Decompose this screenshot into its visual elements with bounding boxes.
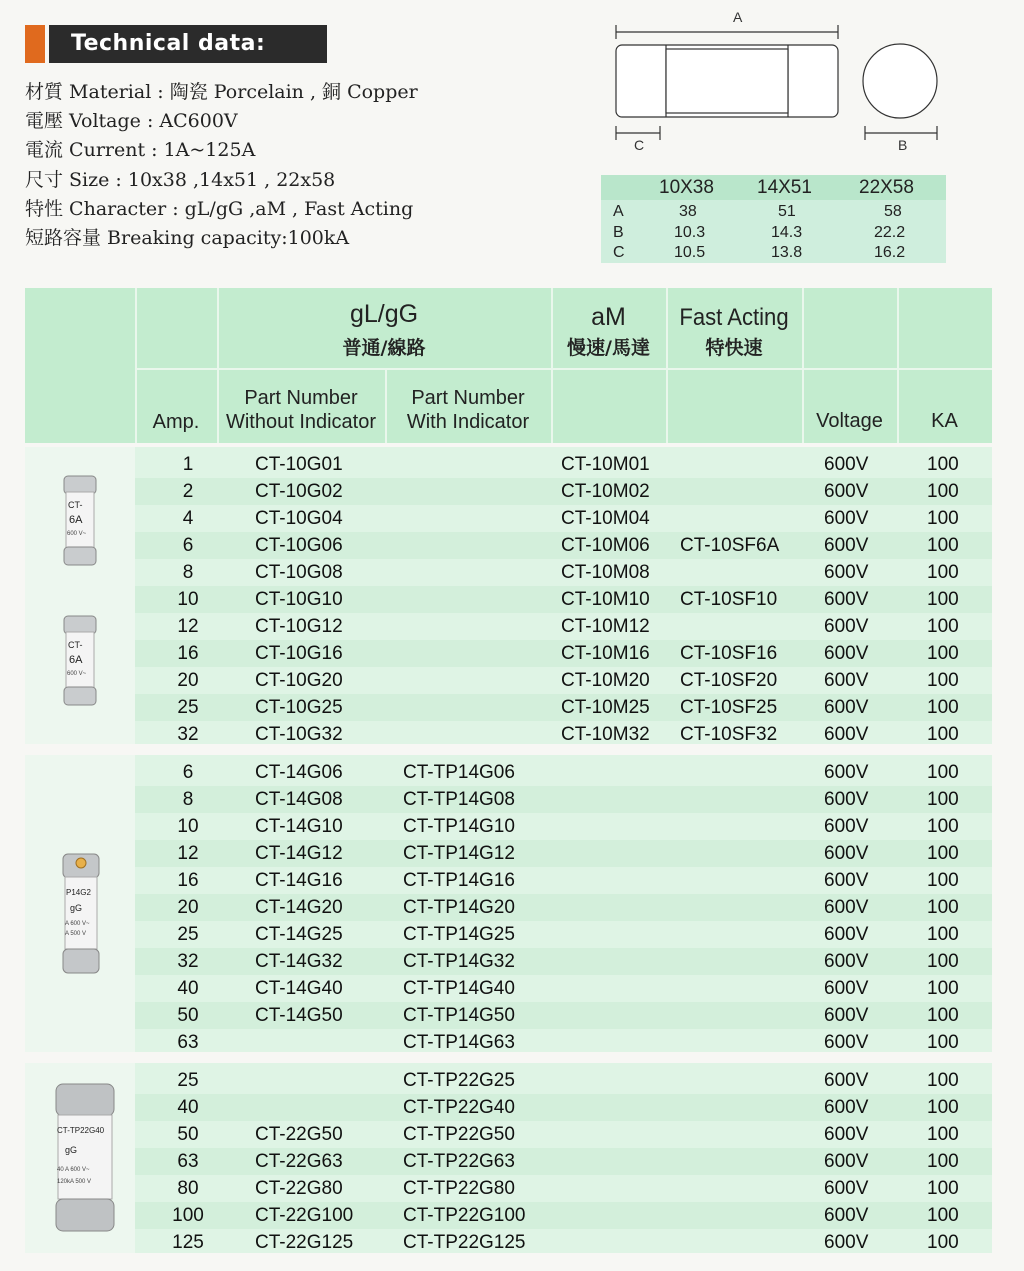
amp-cell: 20 [177,670,199,691]
page-title: Technical data: [49,25,327,63]
voltage-cell: 600V [824,870,869,891]
table-row [135,640,992,667]
part-number-without-indicator: CT-10G02 [255,481,343,502]
ka-cell: 100 [927,535,959,556]
ka-cell: 100 [927,481,959,502]
part-number-with-indicator: CT-TP14G08 [403,789,515,810]
table-row [135,586,992,613]
part-number-with-indicator: CT-TP22G63 [403,1151,515,1172]
ka-cell: 100 [927,643,959,664]
table-row [135,948,992,975]
amp-cell: 1 [182,454,194,475]
amp-cell: 12 [177,616,199,637]
amp-cell: 8 [182,562,194,583]
part-number-without-indicator: CT-10G12 [255,616,343,637]
table-row [135,559,992,586]
pn-with-line1: Part Number [411,387,525,409]
spec-voltage: 電壓 Voltage : AC600V [25,110,238,133]
amp-cell: 2 [182,481,194,502]
am-part-number: CT-10M02 [561,481,650,502]
fuse-dimension-diagram [600,5,960,155]
table-row [135,894,992,921]
part-number-without-indicator: CT-14G12 [255,843,343,864]
am-part-number: CT-10M20 [561,670,650,691]
voltage-cell: 600V [824,1124,869,1145]
amp-cell: 125 [172,1232,204,1253]
part-number-with-indicator: CT-TP14G16 [403,870,515,891]
amp-cell: 40 [177,978,199,999]
am-title: aM [591,303,626,331]
ka-cell: 100 [927,724,959,745]
fast-acting-title: Fast Acting [679,304,789,331]
amp-cell: 50 [177,1124,199,1145]
part-number-without-indicator: CT-14G06 [255,762,343,783]
part-number-without-indicator: CT-10G20 [255,670,343,691]
ka-cell: 100 [927,616,959,637]
amp-cell: 100 [172,1205,204,1226]
amp-cell: 80 [177,1178,199,1199]
ka-cell: 100 [927,789,959,810]
fuse-part-table [25,288,992,1253]
ka-cell: 100 [927,1124,959,1145]
fuse-label-text: 6A [69,654,83,666]
am-part-number: CT-10M06 [561,535,650,556]
table-row [135,813,992,840]
dim-label-a: A [733,9,743,25]
am-part-number: CT-10M12 [561,616,650,637]
fuse-22x58-image [55,1083,115,1233]
fuse-label-text: gG [70,903,83,913]
fuse-10x38-image [63,475,97,567]
voltage-cell: 600V [824,1070,869,1091]
dim-header-22x58: 22X58 [859,177,914,198]
part-number-with-indicator: CT-TP22G25 [403,1070,515,1091]
ka-cell: 100 [927,1205,959,1226]
fuse-label-text: 600 V~ [67,531,87,537]
dim-label-c: C [634,137,645,153]
table-row [135,613,992,640]
ka-cell: 100 [927,951,959,972]
header-divider [135,368,992,370]
fast-acting-part-number: CT-10SF16 [680,643,778,664]
fast-acting-part-number: CT-10SF32 [680,724,778,745]
spec-current: 電流 Current : 1A~125A [25,139,256,162]
fuse-label-text: CT- [68,500,83,510]
part-number-without-indicator: CT-10G25 [255,697,343,718]
amp-cell: 8 [182,789,194,810]
fuse-photo-22x58 [25,1063,135,1253]
dim-value: 58 [884,203,902,220]
am-part-number: CT-10M16 [561,643,650,664]
dim-value: 14.3 [771,224,803,241]
fuse-label-text: gG [65,1145,78,1155]
amp-cell: 63 [177,1151,199,1172]
amp-cell: 63 [177,1032,199,1053]
ka-cell: 100 [927,562,959,583]
amp-cell: 40 [177,1097,199,1118]
dim-row-label: B [613,224,624,241]
ka-cell: 100 [927,978,959,999]
voltage-cell: 600V [824,951,869,972]
table-row [135,478,992,505]
voltage-cell: 600V [824,454,869,475]
dim-value: 51 [778,203,796,220]
voltage-cell: 600V [824,762,869,783]
spec-size: 尺寸 Size : 10x38 ,14x51 , 22x58 [25,168,336,191]
part-number-without-indicator: CT-14G40 [255,978,343,999]
amp-cell: 50 [177,1005,199,1026]
voltage-cell: 600V [824,589,869,610]
table-row [135,840,992,867]
voltage-cell: 600V [824,897,869,918]
title-accent [25,25,45,63]
table-row [135,532,992,559]
part-number-without-indicator: CT-14G08 [255,789,343,810]
fuse-photo-14x51 [25,755,135,1052]
amp-cell: 16 [177,643,199,664]
ka-cell: 100 [927,1151,959,1172]
part-number-with-indicator: CT-TP14G12 [403,843,515,864]
amp-header: Amp. [152,411,200,433]
fuse-label-text: CT- [68,640,83,650]
am-part-number: CT-10M08 [561,562,650,583]
table-row [135,1067,992,1094]
part-number-without-indicator: CT-22G80 [255,1178,343,1199]
part-number-with-indicator: CT-TP22G50 [403,1124,515,1145]
voltage-cell: 600V [824,724,869,745]
ka-cell: 100 [927,924,959,945]
section-22x58 [25,1063,992,1253]
dim-value: 13.8 [771,244,803,261]
voltage-cell: 600V [824,643,869,664]
am-part-number: CT-10M10 [561,589,650,610]
table-header [25,288,992,443]
fuse-label-text: A 600 V~ [65,921,90,927]
part-number-without-indicator: CT-22G100 [255,1205,354,1226]
part-number-without-indicator: CT-10G32 [255,724,343,745]
amp-cell: 16 [177,870,199,891]
part-number-with-indicator: CT-TP22G100 [403,1205,526,1226]
amp-cell: 10 [177,589,199,610]
fuse-label-text: A 500 V [65,931,87,937]
part-number-with-indicator: CT-TP14G32 [403,951,515,972]
voltage-cell: 600V [824,508,869,529]
dim-value: 16.2 [874,244,906,261]
table-row [135,1094,992,1121]
fuse-label-text: 40 A 600 V~ [57,1167,90,1173]
amp-cell: 6 [182,762,194,783]
voltage-cell: 600V [824,816,869,837]
voltage-cell: 600V [824,1005,869,1026]
section-10x38 [25,447,992,744]
amp-cell: 25 [177,1070,199,1091]
part-number-without-indicator: CT-22G63 [255,1151,343,1172]
pn-without-line1: Part Number [244,387,358,409]
part-number-without-indicator: CT-10G16 [255,643,343,664]
ka-cell: 100 [927,816,959,837]
dim-row-label: A [613,203,624,220]
am-subtitle: 慢速/馬達 [567,337,650,359]
ka-cell: 100 [927,1097,959,1118]
fuse-label-text: 600 V~ [67,671,87,677]
amp-cell: 20 [177,897,199,918]
fuse-label-text: 6A [69,514,83,526]
fuse-label-text: CT-TP22G40 [57,1126,105,1135]
voltage-cell: 600V [824,789,869,810]
table-row [135,1229,992,1256]
dimension-table [601,175,946,263]
table-row [135,786,992,813]
ka-cell: 100 [927,454,959,475]
dim-value: 22.2 [874,224,906,241]
table-row [135,921,992,948]
ka-cell: 100 [927,897,959,918]
gl-gg-title: gL/gG [349,300,419,328]
amp-cell: 25 [177,924,199,945]
fast-acting-part-number: CT-10SF10 [680,589,778,610]
fuse-14x51-image [62,853,100,975]
fast-acting-part-number: CT-10SF6A [680,535,780,556]
spec-breaking-capacity: 短路容量 Breaking capacity:100kA [25,226,350,249]
fuse-label-text: P14G2 [66,888,91,897]
voltage-cell: 600V [824,562,869,583]
voltage-cell: 600V [824,535,869,556]
ka-cell: 100 [927,762,959,783]
part-number-with-indicator: CT-TP22G80 [403,1178,515,1199]
ka-cell: 100 [927,1070,959,1091]
part-number-without-indicator: CT-14G50 [255,1005,343,1026]
part-number-without-indicator: CT-10G06 [255,535,343,556]
voltage-cell: 600V [824,843,869,864]
voltage-header: Voltage [816,410,883,432]
table-row [135,759,992,786]
part-number-without-indicator: CT-14G25 [255,924,343,945]
fast-acting-part-number: CT-10SF20 [680,670,778,691]
table-row [135,1002,992,1029]
voltage-cell: 600V [824,978,869,999]
voltage-cell: 600V [824,1097,869,1118]
fuse-photo-10x38 [25,447,135,744]
am-part-number: CT-10M25 [561,697,650,718]
table-row [135,1148,992,1175]
am-part-number: CT-10M04 [561,508,650,529]
am-part-number: CT-10M32 [561,724,650,745]
table-row [135,1175,992,1202]
ka-cell: 100 [927,1005,959,1026]
header-divider [666,288,668,443]
table-row [135,975,992,1002]
part-number-without-indicator: CT-14G16 [255,870,343,891]
ka-cell: 100 [927,670,959,691]
dim-value: 38 [679,203,697,220]
part-number-without-indicator: CT-22G125 [255,1232,354,1253]
voltage-cell: 600V [824,1232,869,1253]
ka-cell: 100 [927,589,959,610]
amp-cell: 32 [177,724,199,745]
fuse-10x38-image [63,615,97,707]
table-row [135,721,992,748]
part-number-without-indicator: CT-10G08 [255,562,343,583]
dim-header-14x51: 14X51 [757,177,812,198]
ka-cell: 100 [927,697,959,718]
pn-without-line2: Without Indicator [225,411,377,433]
dim-label-b: B [898,137,908,153]
table-row [135,505,992,532]
part-number-with-indicator: CT-TP22G40 [403,1097,515,1118]
ka-cell: 100 [927,870,959,891]
part-number-with-indicator: CT-TP22G125 [403,1232,526,1253]
ka-header: KA [931,410,958,432]
amp-cell: 25 [177,697,199,718]
part-number-with-indicator: CT-TP14G06 [403,762,515,783]
amp-cell: 32 [177,951,199,972]
part-number-without-indicator: CT-10G04 [255,508,343,529]
table-row [135,1202,992,1229]
fast-acting-subtitle: 特快速 [705,337,763,359]
am-part-number: CT-10M01 [561,454,650,475]
part-number-with-indicator: CT-TP14G50 [403,1005,515,1026]
voltage-cell: 600V [824,481,869,502]
fuse-label-text: 120kA 500 V [57,1179,92,1185]
voltage-cell: 600V [824,1178,869,1199]
part-number-without-indicator: CT-22G50 [255,1124,343,1145]
gl-gg-subtitle: 普通/線路 [342,337,426,359]
dim-value: 10.3 [674,224,706,241]
amp-cell: 12 [177,843,199,864]
voltage-cell: 600V [824,1151,869,1172]
voltage-cell: 600V [824,616,869,637]
amp-cell: 10 [177,816,199,837]
table-row [135,694,992,721]
part-number-with-indicator: CT-TP14G63 [403,1032,515,1053]
ka-cell: 100 [927,843,959,864]
voltage-cell: 600V [824,1032,869,1053]
part-number-with-indicator: CT-TP14G40 [403,978,515,999]
part-number-without-indicator: CT-14G32 [255,951,343,972]
section-14x51 [25,755,992,1052]
voltage-cell: 600V [824,924,869,945]
table-row [135,1029,992,1056]
table-row [135,867,992,894]
ka-cell: 100 [927,1232,959,1253]
voltage-cell: 600V [824,1205,869,1226]
part-number-without-indicator: CT-10G10 [255,589,343,610]
dim-header-10x38: 10X38 [659,177,714,198]
part-number-with-indicator: CT-TP14G20 [403,897,515,918]
voltage-cell: 600V [824,697,869,718]
spec-character: 特性 Character : gL/gG ,aM , Fast Acting [25,197,414,220]
ka-cell: 100 [927,1032,959,1053]
ka-cell: 100 [927,1178,959,1199]
spec-list [25,78,418,253]
amp-cell: 4 [182,508,194,529]
pn-with-line2: With Indicator [406,411,530,433]
part-number-without-indicator: CT-10G01 [255,454,343,475]
table-row [135,451,992,478]
part-number-with-indicator: CT-TP14G25 [403,924,515,945]
ka-cell: 100 [927,508,959,529]
dim-value: 10.5 [674,244,706,261]
dim-row-label: C [613,244,625,261]
fast-acting-part-number: CT-10SF25 [680,697,778,718]
table-row [135,1121,992,1148]
spec-material: 材質 Material : 陶瓷 Porcelain , 銅 Copper [25,81,418,103]
table-row [135,667,992,694]
voltage-cell: 600V [824,670,869,691]
amp-cell: 6 [182,535,194,556]
part-number-without-indicator: CT-14G10 [255,816,343,837]
part-number-with-indicator: CT-TP14G10 [403,816,515,837]
part-number-without-indicator: CT-14G20 [255,897,343,918]
